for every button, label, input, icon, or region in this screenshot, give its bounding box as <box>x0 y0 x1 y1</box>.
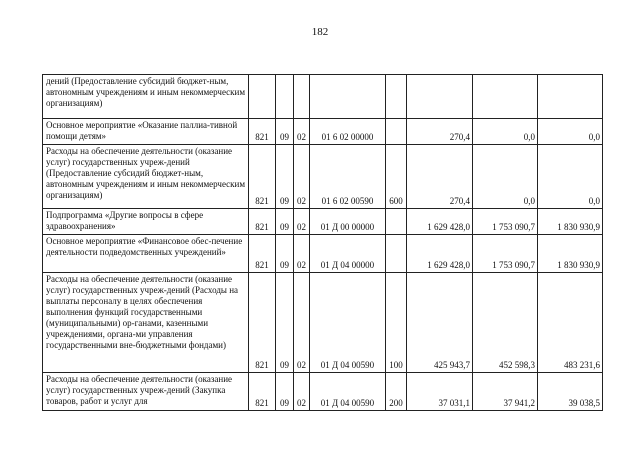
section-code: 09 <box>276 373 294 411</box>
expense-name: дений (Предоставление субсидий бюджет-ным, автономным учреждениям и иным некоммерческим организациям) <box>43 75 249 119</box>
target-article-code: 01 Д 00 00000 <box>310 209 386 235</box>
table-row <box>43 119 603 145</box>
amount-year-3: 1 830 930,9 <box>538 235 603 273</box>
amount-year-1: 270,4 <box>407 145 473 209</box>
subsection-code: 02 <box>294 119 310 145</box>
amount-year-3: 0,0 <box>538 119 603 145</box>
expense-type-code: 600 <box>386 145 407 209</box>
section-code: 09 <box>276 119 294 145</box>
amount-year-2 <box>473 75 538 119</box>
target-article-code <box>310 75 386 119</box>
section-code: 09 <box>276 273 294 373</box>
amount-year-1 <box>407 75 473 119</box>
section-code: 09 <box>276 145 294 209</box>
subsection-code: 02 <box>294 273 310 373</box>
subsection-code: 02 <box>294 373 310 411</box>
section-code <box>276 75 294 119</box>
page-number: 182 <box>311 26 329 38</box>
expense-type-code: 100 <box>386 273 407 373</box>
ved-code: 821 <box>249 273 276 373</box>
target-article-code: 01 6 02 00590 <box>310 145 386 209</box>
amount-year-1: 1 629 428,0 <box>407 235 473 273</box>
amount-year-3: 39 038,5 <box>538 373 603 411</box>
amount-year-1: 37 031,1 <box>407 373 473 411</box>
ved-code: 821 <box>249 373 276 411</box>
table-row <box>43 209 603 235</box>
table-row <box>43 273 603 373</box>
amount-year-2: 452 598,3 <box>473 273 538 373</box>
ved-code: 821 <box>249 235 276 273</box>
amount-year-1: 1 629 428,0 <box>407 209 473 235</box>
expense-name: Расходы на обеспечение деятельности (оказание услуг) государственных учреж-дений (Расходы на выплаты персоналу в целях обеспечения выполнения функций государственными (муниципальными) ор-ганами, казенными учреждениями, органа-ми управления государственными вне-бюджетными фондами) <box>43 273 249 373</box>
section-code: 09 <box>276 209 294 235</box>
amount-year-1: 270,4 <box>407 119 473 145</box>
expense-type-code <box>386 119 407 145</box>
target-article-code: 01 Д 04 00590 <box>310 273 386 373</box>
subsection-code: 02 <box>294 209 310 235</box>
expense-type-code <box>386 209 407 235</box>
target-article-code: 01 Д 04 00590 <box>310 373 386 411</box>
amount-year-3 <box>538 75 603 119</box>
expense-type-code <box>386 235 407 273</box>
amount-year-2: 0,0 <box>473 145 538 209</box>
table-row <box>43 373 603 411</box>
table-row <box>43 235 603 273</box>
subsection-code <box>294 75 310 119</box>
table-body <box>43 75 603 411</box>
ved-code: 821 <box>249 119 276 145</box>
budget-table <box>42 74 603 411</box>
table-row <box>43 75 603 119</box>
section-code: 09 <box>276 235 294 273</box>
ved-code: 821 <box>249 145 276 209</box>
amount-year-2: 0,0 <box>473 119 538 145</box>
expense-type-code: 200 <box>386 373 407 411</box>
target-article-code: 01 Д 04 00000 <box>310 235 386 273</box>
ved-code <box>249 75 276 119</box>
amount-year-1: 425 943,7 <box>407 273 473 373</box>
expense-name: Расходы на обеспечение деятельности (оказание услуг) государственных учреж-дений (Закупка товаров, работ и услуг для <box>43 373 249 411</box>
amount-year-3: 0,0 <box>538 145 603 209</box>
expense-name: Основное мероприятие «Финансовое обес-печение деятельности подведомственных учреждений» <box>43 235 249 273</box>
expense-type-code <box>386 75 407 119</box>
target-article-code: 01 6 02 00000 <box>310 119 386 145</box>
amount-year-2: 37 941,2 <box>473 373 538 411</box>
amount-year-3: 1 830 930,9 <box>538 209 603 235</box>
table-row <box>43 145 603 209</box>
amount-year-2: 1 753 090,7 <box>473 209 538 235</box>
amount-year-2: 1 753 090,7 <box>473 235 538 273</box>
amount-year-3: 483 231,6 <box>538 273 603 373</box>
subsection-code: 02 <box>294 235 310 273</box>
ved-code: 821 <box>249 209 276 235</box>
expense-name: Подпрограмма «Другие вопросы в сфере здравоохранения» <box>43 209 249 235</box>
expense-name: Основное мероприятие «Оказание паллиа-тивной помощи детям» <box>43 119 249 145</box>
expense-name: Расходы на обеспечение деятельности (оказание услуг) государственных учреж-дений (Предоставление субсидий бюджет-ным, автономным учреждениям и иным некоммерческим организациям) <box>43 145 249 209</box>
subsection-code: 02 <box>294 145 310 209</box>
